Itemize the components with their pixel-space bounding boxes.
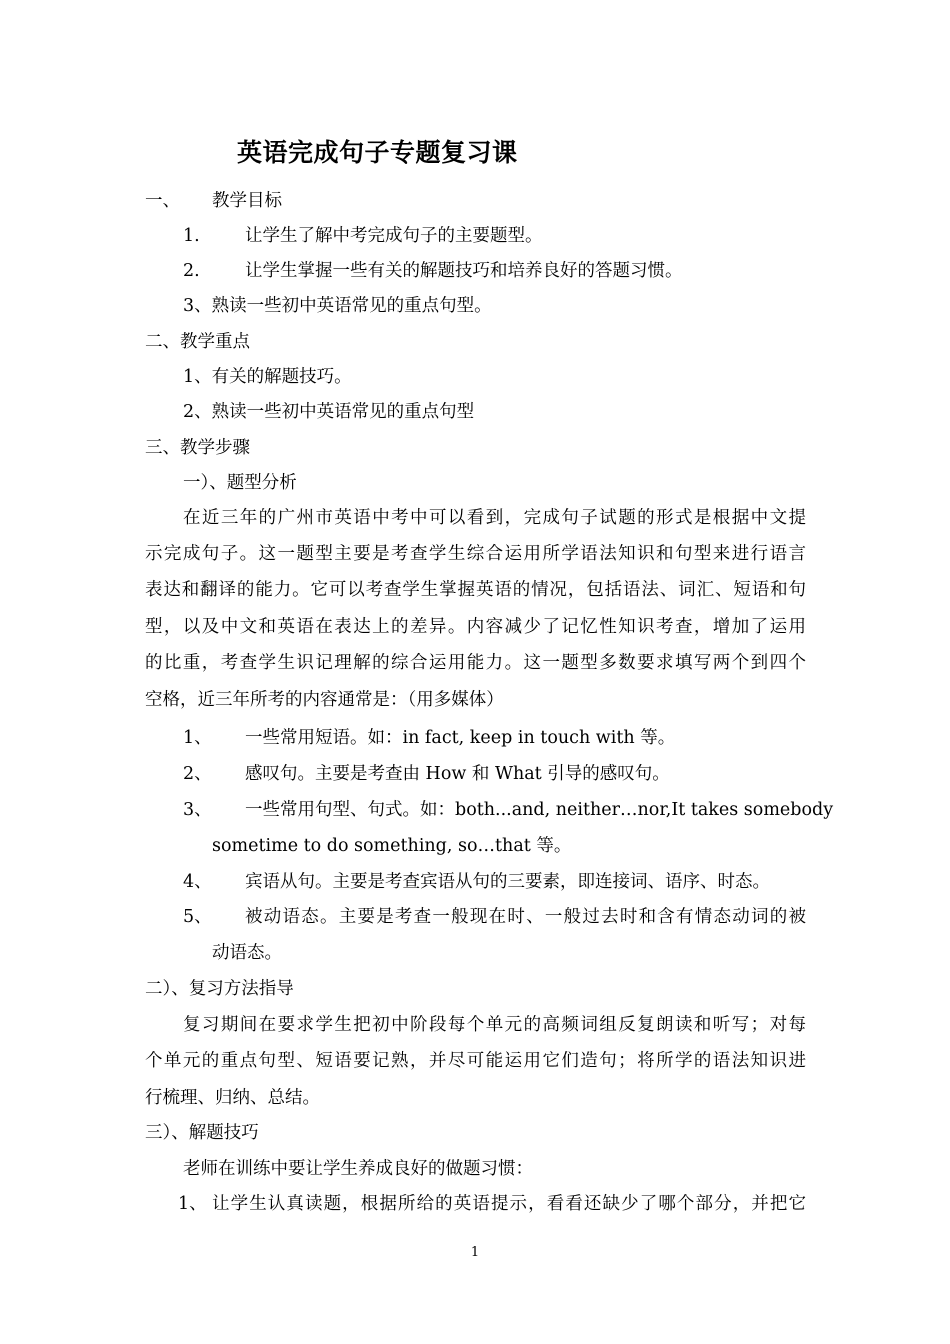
section-heading: 教学目标 xyxy=(212,191,282,211)
subsection-heading: 三）、解题技巧 xyxy=(145,1123,259,1143)
list-item-number: 2. xyxy=(183,261,200,281)
list-item-number: 2、 xyxy=(183,764,212,784)
paragraph-line: 示完成句子。这一题型主要是考查学生综合运用所学语法知识和句型来进行语言 xyxy=(145,544,806,564)
list-item-text: 一些常用句型、句式。如：both...and, neither…nor,It takes somebody xyxy=(245,800,834,820)
list-item-text: 动语态。 xyxy=(212,943,282,963)
list-item-number: 1. xyxy=(183,226,200,246)
list-item-text: 让学生掌握一些有关的解题技巧和培养良好的答题习惯。 xyxy=(245,261,683,281)
list-item-number: 4、 xyxy=(183,872,212,892)
list-item-text: 让学生认真读题，根据所给的英语提示，看看还缺少了哪个部分，并把它 xyxy=(212,1194,806,1214)
paragraph-line: 个单元的重点句型、短语要记熟，并尽可能运用它们造句；将所学的语法知识进 xyxy=(145,1051,806,1071)
paragraph-line: 行梳理、归纳、总结。 xyxy=(145,1088,320,1108)
document-title: 英语完成句子专题复习课 xyxy=(237,138,518,167)
list-item-text: 宾语从句。主要是考查宾语从句的三要素，即连接词、语序、时态。 xyxy=(245,872,770,892)
paragraph-line: 的比重，考查学生识记理解的综合运用能力。这一题型多数要求填写两个到四个 xyxy=(145,653,806,673)
section-heading: 三、教学步骤 xyxy=(145,438,250,458)
paragraph-line: 复习期间在要求学生把初中阶段每个单元的高频词组反复朗读和听写；对每 xyxy=(183,1015,806,1035)
list-item-text: 2、熟读一些初中英语常见的重点句型 xyxy=(183,402,475,422)
section-heading: 二、教学重点 xyxy=(145,332,250,352)
list-item-text: 被动语态。主要是考查一般现在时、一般过去时和含有情态动词的被 xyxy=(245,907,806,927)
list-item-text: 3、熟读一些初中英语常见的重点句型。 xyxy=(183,296,492,316)
paragraph-line: 型，以及中文和英语在表达上的差异。内容减少了记忆性知识考查，增加了运用 xyxy=(145,617,806,637)
paragraph-line: 空格，近三年所考的内容通常是：（用多媒体） xyxy=(145,690,504,710)
paragraph-line: 老师在训练中要让学生养成良好的做题习惯： xyxy=(183,1159,533,1179)
list-item-text: 感叹句。主要是考查由 How 和 What 引导的感叹句。 xyxy=(245,764,670,784)
paragraph-line: 在近三年的广州市英语中考中可以看到，完成句子试题的形式是根据中文提 xyxy=(183,508,806,528)
paragraph-line: 表达和翻译的能力。它可以考查学生掌握英语的情况，包括语法、词汇、短语和句 xyxy=(145,580,806,600)
subsection-heading: 二）、复习方法指导 xyxy=(145,979,294,999)
list-item-text: 让学生了解中考完成句子的主要题型。 xyxy=(245,226,543,246)
subsection-heading: 一）、题型分析 xyxy=(183,473,297,493)
list-item-number: 1、 xyxy=(183,728,212,748)
list-item-number: 1、 xyxy=(178,1194,207,1214)
section-number: 一、 xyxy=(145,191,180,211)
list-item-text: 1、有关的解题技巧。 xyxy=(183,367,352,387)
list-item-text: sometime to do something, so…that 等。 xyxy=(212,836,572,856)
list-item-text: 一些常用短语。如：in fact, keep in touch with 等。 xyxy=(245,728,676,748)
list-item-number: 3、 xyxy=(183,800,212,820)
page-number: 1 xyxy=(470,1245,480,1260)
list-item-number: 5、 xyxy=(183,907,212,927)
